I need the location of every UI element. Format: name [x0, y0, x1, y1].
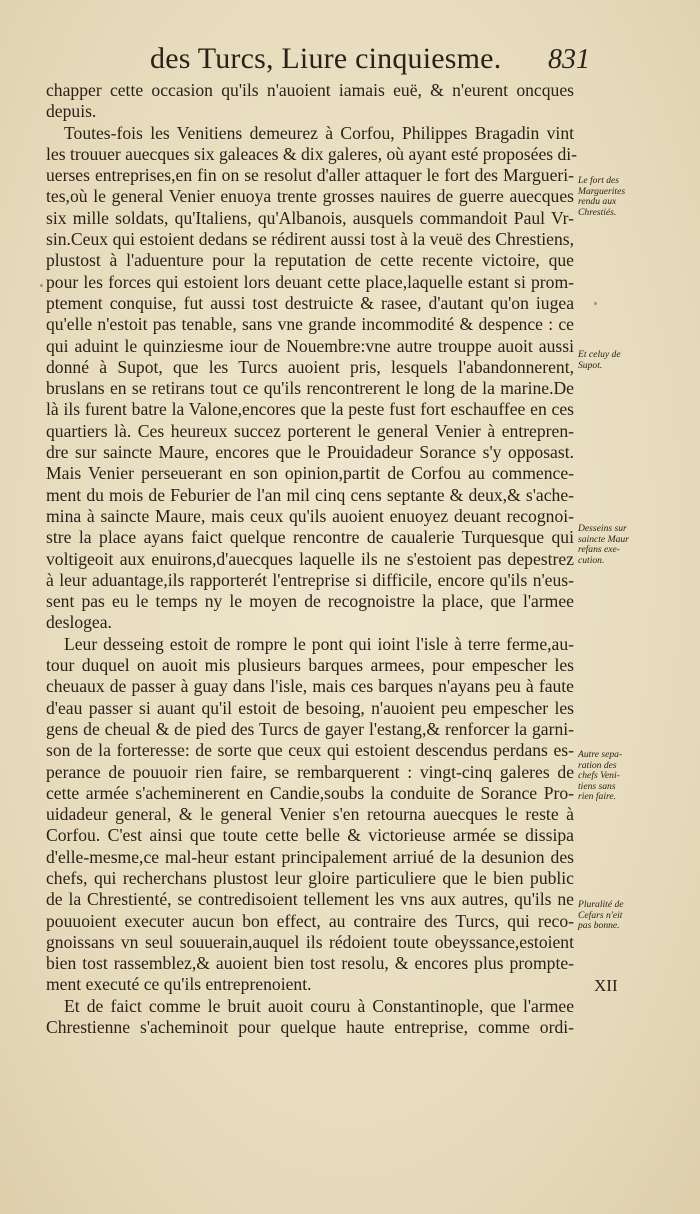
text-line: dre sur saincte Maure, encores que le Prouidadeur Sorance s'y opposast.	[46, 442, 574, 463]
text-line: ptement conquise, fut aussi tost destruicte & rasee, d'autant qu'on iugea	[46, 292, 574, 313]
text-line: six mille soldats, qu'Italiens, qu'Albanois, ausquels commandoit Paul Vr-	[46, 207, 574, 228]
margin-note-line: pas bonne.	[578, 920, 620, 932]
main-text-block	[46, 80, 578, 1038]
margin-note-line: Marguerites	[578, 185, 626, 197]
margin-note-line: Autre sepa-	[578, 749, 623, 760]
text-line: tes,où le general Venier enuoya trente grosses nauires de guerre auecques	[46, 186, 574, 207]
text-line: Toutes-fois les Venitiens demeurez à Corfou, Philippes Bragadin vint	[64, 122, 574, 143]
margin-note-line: rien faire.	[578, 791, 617, 803]
margin-note-line: ration des	[578, 759, 617, 771]
text-line: ment du mois de Feburier de l'an mil cinq cens septante & deux,& s'ache-	[46, 484, 574, 505]
text-line: gnoissans vn seul souuerain,auquel ils rédoient toute obeyssance,estoient	[46, 931, 574, 952]
text-line: chefs, qui recherchans plustost leur gloire particuliere que le bien public	[46, 867, 574, 888]
text-line: qui aduint le quinziesme iour de Nouembre:vne autre trouppe auoit aussi	[46, 335, 574, 356]
text-line: chapper cette occasion qu'ils n'auoient iamais euë, & n'eurent oncques	[46, 80, 574, 100]
paper-speck	[40, 284, 43, 287]
text-line: gens de cheual & de pied des Turcs de gayer l'estang,& renforcer la garni-	[46, 718, 574, 739]
text-line: Corfou. C'est ainsi que toute cette belle & victorieuse armée se dissipa	[46, 825, 574, 846]
margin-note	[578, 750, 674, 803]
text-line: uidadeur general, & le general Venier s'en retourna auecques le reste à	[46, 804, 574, 825]
margin-note-line: saincte Maur	[578, 533, 629, 545]
margin-note	[578, 176, 674, 218]
margin-note-line: Le fort des	[578, 175, 620, 186]
text-line: Chrestienne s'acheminoit pour quelque haute entreprise, comme ordi-	[46, 1017, 574, 1038]
text-line: Leur desseing estoit de rompre le pont qui ioint l'isle à terre ferme,au-	[64, 633, 574, 654]
margin-note	[578, 900, 674, 932]
text-line: bruslans en se retirans tout ce qu'ils rencontrerent le long de la marine.De	[46, 378, 574, 399]
margin-note-line: Chrestiés.	[578, 206, 617, 218]
text-line: donné à Supot, que les Turcs auoient pris, lesquels l'abandonnerent,	[46, 356, 574, 377]
text-line: quartiers là. Ces heureux succez porterent le general Venier à entrepren-	[46, 420, 574, 441]
text-line: à leur aduantage,ils rapporterét l'entreprise si difficile, encore qu'ils n'eus-	[46, 569, 574, 590]
margin-note-line: Desseins sur	[578, 523, 627, 534]
margin-note	[578, 524, 674, 566]
text-line: depuis.	[46, 101, 97, 122]
margin-note-line: Pluralité de	[578, 899, 624, 910]
text-line: mina à saincte Maure, mais ceux qu'ils auoient enuoyez deuant recognoi-	[46, 505, 574, 526]
text-line: deslogea.	[46, 612, 112, 633]
margin-note-line: rendu aux	[578, 196, 617, 208]
page-number: 831	[548, 44, 590, 75]
running-head: des Turcs, Liure cinquiesme.	[150, 42, 502, 75]
text-line: cheuaux de passer à guay dans l'isle, mais ces barques n'ayans peu à faute	[46, 676, 574, 697]
text-line: tour duquel on auoit mis plusieurs barques armees, pour empescher les	[46, 655, 574, 676]
text-line: d'elle-mesme,ce mal-heur estant principalement arriué de la desunion des	[46, 846, 574, 867]
margin-note	[578, 350, 674, 371]
text-line: cette armée s'acheminerent en Candie,soubs la conduite de Sorance Pro-	[46, 782, 574, 803]
text-line: sin.Ceux qui estoient dedans se rédirent aussi tost à la veuë des Chrestiens,	[46, 229, 574, 250]
text-line: Mais Venier perseuerant en son opinion,partit de Corfou au commence-	[46, 463, 574, 484]
margin-note-line: Et celuy de	[578, 349, 621, 360]
text-line: pouuoient executer aucun bon effect, au contraire des Turcs, qui reco-	[46, 910, 574, 931]
margin-note-line: tiens sans	[578, 780, 616, 792]
text-line: qu'elle n'estoit pas tenable, sans vne grande incommodité & despence : ce	[46, 314, 574, 335]
page-header	[150, 42, 590, 82]
margin-note-line: Supot.	[578, 359, 603, 371]
text-line: bien tost rassemblez,& auoient bien tost resolu, & encores plus prompte-	[46, 953, 574, 974]
chapter-mark: XII	[594, 976, 618, 995]
text-line: les trouuer auecques six galeaces & dix galeres, où ayant esté proposées di-	[46, 143, 578, 164]
text-line: sent pas eu le temps ny le moyen de recognoistre la place, que l'armee	[46, 591, 574, 612]
text-line: là ils furent batre la Valone,encores que la peste fust fort eschauffee en ces	[46, 399, 574, 420]
text-line: uerses entreprises,en fin on se resolut d'aller attaquer le fort des Margueri-	[46, 165, 574, 186]
text-line: Et de faict comme le bruit auoit couru à Constantinople, que l'armee	[64, 995, 574, 1016]
text-line: de la Chrestienté, se contredisoient tellement les vns aux autres, qu'ils ne	[46, 889, 574, 910]
text-line: son de la forteresse: de sorte que ceux qui estoient descendus perdans es-	[46, 740, 574, 761]
text-line: plustost à l'aduenture pour la reputation de cette recente victoire, que	[46, 250, 574, 271]
paper-speck	[594, 302, 597, 305]
text-line: d'eau passer si auant qu'il estoit de besoing, n'auoient peu empescher les	[46, 697, 574, 718]
text-line: stre la place ayans faict quelque rencontre de caualerie Turquesque qui	[46, 527, 574, 548]
text-line: voltigeoit aux enuirons,d'auecques laquelle ils ne s'estoient pas depestrez	[46, 548, 574, 569]
margin-note-line: chefs Veni-	[578, 770, 620, 782]
margin-note-line: Cefars n'eit	[578, 909, 623, 921]
text-line: pour les forces qui estoient lors deuant cette place,laquelle estant si prom-	[46, 271, 574, 292]
text-line: ment executé ce qu'ils entreprenoient.	[46, 974, 312, 995]
margin-note-line: refans exe-	[578, 544, 620, 556]
margin-note-line: cution.	[578, 554, 605, 566]
text-line: perance de pouuoir rien faire, se rembarquerent : vingt-cinq galeres de	[46, 761, 574, 782]
